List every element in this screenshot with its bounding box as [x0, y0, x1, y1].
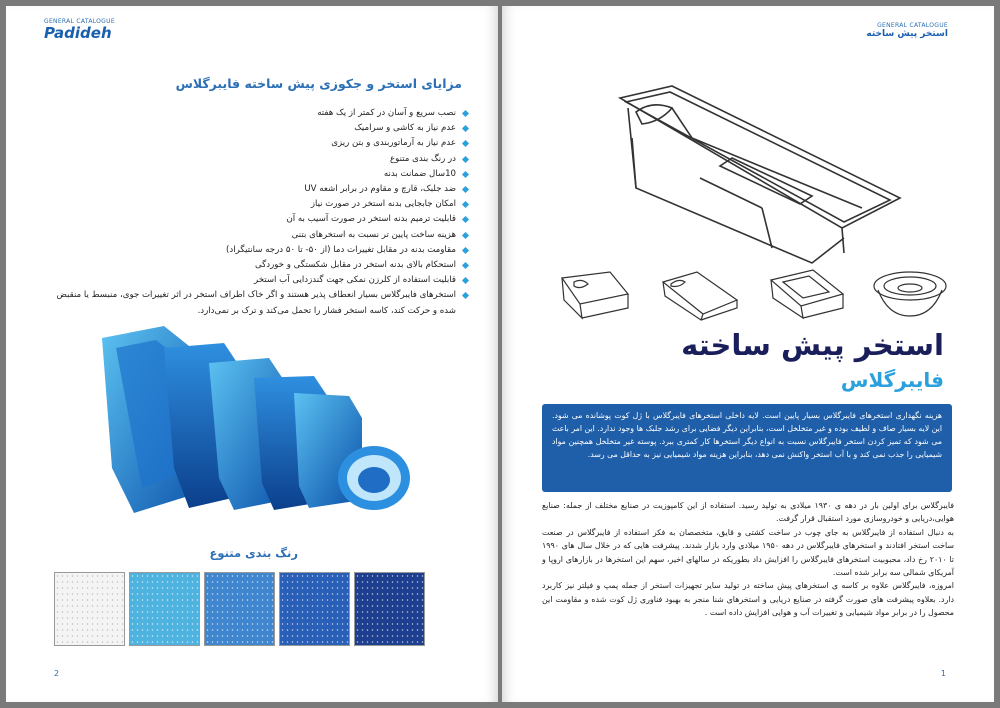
benefits-title: مزایای استخر و جکوزی پیش ساخته فایبرگلاس: [175, 76, 462, 91]
sub-title: فایبرگلاس: [840, 368, 944, 392]
brand-subtitle: GENERAL CATALOGUE: [44, 18, 115, 25]
list-item: قابلیت ترمیم بدنه استخر در صورت آسیب به آن: [48, 212, 468, 227]
color-swatch: [204, 572, 275, 646]
left-page: [6, 6, 498, 702]
body-text: [542, 499, 954, 620]
highlight-box: هزینه نگهداری استخرهای فایبرگلاس بسیار پایین است. لایه داخلی استخرهای فایبرگلاس با ژل کوت پوشانده می شود. این لایه بسیار صاف و لطیف بوده و غیر متخلخل است، بنابراین دیگر فضایی برای رشد جلبک ها وجود ندارد. این امر باعث می شود که تمیز کردن استخر فایبرگلاس نسبت به انواع دیگر استخرها کار کمتری ببرد. پوسته غیر متخلخل همچنین مواد شیمیایی را جذب نمی کند و با آب استخر واکنش نمی دهد، بنابراین هزینه مواد شیمیایی نیز به حداقل می رسد.: [542, 404, 952, 492]
list-item: قابلیت استفاده از کلرزن نمکی جهت گندزدایی آب استخر: [48, 273, 468, 288]
pool-models-row: [552, 264, 952, 322]
pool-drawing-large: [612, 78, 902, 268]
paragraph: امروزه، فایبرگلاس علاوه بر کاسه ی استخرهای پیش ساخته در تولید سایر تجهیزات استخر از جمله پمپ و فیلتر نیز کاربرد دارد. بعلاوه پیشرفت های صورت گرفته در صنایع دریایی و استخرهای شنا منجر به بهبود فناوری ژل کوت شده و مقاومت این محصول را در برابر مواد شیمیایی و تغییرات آب و هوایی افزایش داده است .: [542, 581, 954, 618]
list-item: هزینه ساخت پایین تر نسبت به استخرهای بتنی: [48, 228, 468, 243]
list-item: استخرهای فایبرگلاس بسیار انعطاف پذیر هستند و اگر خاک اطراف استخر در اثر تغییرات جوی، منبسط یا منقبض شده و حرکت کند، کاسه استخر فشار را تحمل می‌کند و ترک بر نمی‌دارد.: [48, 288, 468, 318]
color-swatch: [279, 572, 350, 646]
main-title: استخر پیش ساخته: [681, 328, 944, 362]
list-item: امکان جابجایی بدنه استخر در صورت نیاز: [48, 197, 468, 212]
list-item: در رنگ بندی متنوع: [48, 152, 468, 167]
pool-drawing-small: [763, 264, 847, 322]
pool-drawing-small: [868, 264, 952, 322]
color-options-title: رنگ بندی متنوع: [209, 546, 298, 560]
pool-drawing-small: [552, 264, 636, 322]
benefits-list: [48, 106, 468, 319]
list-item: 10سال ضمانت بدنه: [48, 167, 468, 182]
right-page: [502, 6, 994, 702]
catalog-section-title: استخر پیش ساخته: [866, 29, 948, 39]
color-swatch: [354, 572, 425, 646]
paragraph: به دنبال استفاده از فایبرگلاس به جای چوب در ساخت کشتی و قایق، متخصصان به فکر استفاده از فایبرگلاس در صنعت ساخت استخر افتادند و استخرهای فایبرگلاس در دهه ۱۹۵۰ میلادی وارد بازار شدند. پیشرفت هایی که در خلال سال های ۱۹۹۰ تا ۲۰۱۰ رخ داد، محبوبیت استخرهای فایبرگلاس را افزایش داد بطوریکه در سالهای اخیر، سهم این استخرها در بازارهای اروپا و آمریکای شمالی سه برابر شده است.: [542, 527, 955, 578]
page-number: 2: [54, 669, 60, 678]
color-swatches: [54, 572, 425, 646]
catalog-label: [866, 22, 948, 39]
color-swatch: [54, 572, 125, 646]
brand-block: [44, 18, 115, 41]
list-item: استحکام بالای بدنه استخر در مقابل شکستگی و خوردگی: [48, 258, 468, 273]
brand-logo: Padideh: [44, 24, 112, 42]
list-item: عدم نیاز به کاشی و سرامیک: [48, 121, 468, 136]
list-item: عدم نیاز به آرماتوربندی و بتن ریزی: [48, 136, 468, 151]
list-item: مقاومت بدنه در مقابل تغییرات دما (از ۵۰- تا ۵۰ درجه سانتیگراد): [48, 243, 468, 258]
color-swatch: [129, 572, 200, 646]
list-item: نصب سریع و آسان در کمتر از یک هفته: [48, 106, 468, 121]
catalog-subtitle: GENERAL CATALOGUE: [877, 22, 948, 29]
catalog-spread: [6, 6, 994, 702]
page-number: 1: [940, 669, 946, 678]
blue-pools-image: [94, 318, 414, 518]
paragraph: فایبرگلاس برای اولین بار در دهه ی ۱۹۳۰ میلادی به تولید رسید. استفاده از این کامپوزیت در صنایع مختلف از جمله: صنایع هوایی،دریایی و خودروسازی مورد استقبال قرار گرفت.: [542, 501, 954, 524]
pool-drawing-small: [657, 264, 741, 322]
list-item: ضد جلبک، قارچ و مقاوم در برابر اشعه UV: [48, 182, 468, 197]
